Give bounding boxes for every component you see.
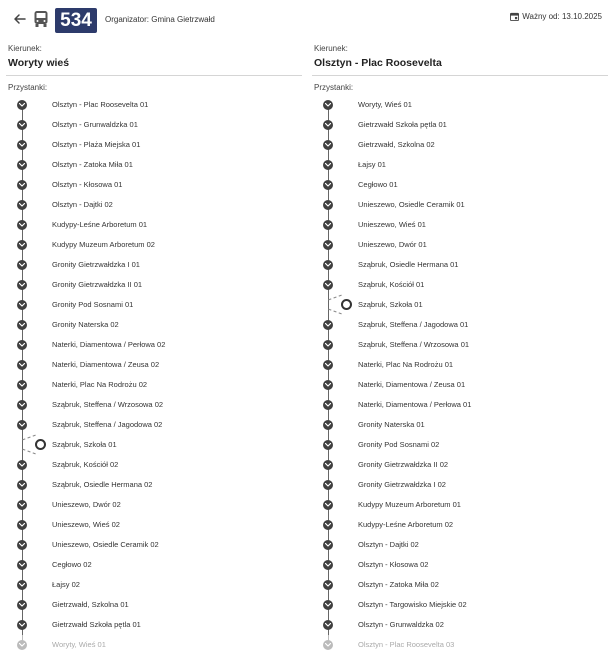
stop-item[interactable] — [312, 215, 608, 235]
stop-name: Naterki, Diamentowa / Zeusa 02 — [52, 360, 160, 369]
chevron-down-icon[interactable] — [17, 320, 27, 330]
stop-item[interactable] — [6, 555, 302, 575]
chevron-down-icon[interactable] — [17, 120, 27, 130]
stop-name: Olsztyn - Kłosowa 01 — [52, 180, 123, 189]
stop-name: Gronity Gietrzwałdzka I 02 — [358, 480, 446, 489]
stop-name: Łajsy 02 — [52, 580, 80, 589]
stop-name: Olsztyn - Plaża Miejska 01 — [52, 140, 141, 149]
chevron-down-icon[interactable] — [17, 420, 27, 430]
stops-label: Przystanki: — [314, 83, 354, 92]
stop-name: Naterki, Plac Na Rodrożu 02 — [52, 380, 148, 389]
divider — [6, 75, 302, 76]
stop-name: Sząbruk, Kościół 01 — [358, 280, 425, 289]
chevron-down-icon[interactable] — [17, 500, 27, 510]
chevron-down-icon[interactable] — [17, 160, 27, 170]
stop-item[interactable] — [312, 155, 608, 175]
chevron-down-icon[interactable] — [323, 100, 333, 110]
chevron-down-icon[interactable] — [323, 160, 333, 170]
stop-item[interactable] — [312, 175, 608, 195]
chevron-down-icon[interactable] — [17, 640, 27, 650]
chevron-down-icon[interactable] — [17, 620, 27, 630]
arrow-left-icon[interactable] — [12, 11, 28, 27]
chevron-down-icon[interactable] — [323, 120, 333, 130]
chevron-down-icon[interactable] — [323, 620, 333, 630]
chevron-down-icon[interactable] — [323, 600, 333, 610]
stop-name: Sząbruk, Osiedle Hermana 02 — [52, 480, 153, 489]
chevron-down-icon[interactable] — [323, 140, 333, 150]
stop-name: Olsztyn - Kłosowa 02 — [358, 560, 429, 569]
detour-dash — [22, 435, 35, 441]
chevron-down-icon[interactable] — [323, 360, 333, 370]
stop-item[interactable] — [6, 215, 302, 235]
stop-item[interactable] — [312, 555, 608, 575]
stop-item[interactable] — [6, 295, 302, 315]
chevron-down-icon[interactable] — [17, 400, 27, 410]
stop-item[interactable] — [312, 195, 608, 215]
chevron-down-icon[interactable] — [17, 560, 27, 570]
chevron-down-icon[interactable] — [17, 540, 27, 550]
stop-name: Sząbruk, Szkoła 01 — [52, 440, 117, 449]
stop-item[interactable] — [6, 515, 302, 535]
detour-dash — [328, 295, 341, 301]
stop-item[interactable] — [6, 135, 302, 155]
stop-item[interactable] — [312, 535, 608, 555]
stop-name: Olsztyn - Zatoka Miła 02 — [358, 580, 439, 589]
chevron-down-icon[interactable] — [323, 200, 333, 210]
chevron-down-icon[interactable] — [17, 140, 27, 150]
current-stop-marker — [341, 299, 352, 310]
stop-item[interactable] — [312, 575, 608, 595]
calendar-icon — [510, 12, 519, 21]
stop-name: Cegłowo 02 — [52, 560, 92, 569]
stop-name: Unieszewo, Dwór 02 — [52, 500, 121, 509]
chevron-down-icon[interactable] — [17, 260, 27, 270]
chevron-down-icon[interactable] — [17, 220, 27, 230]
chevron-down-icon[interactable] — [17, 460, 27, 470]
stop-name: Gietrzwałd Szkoła pętla 01 — [52, 620, 141, 629]
chevron-down-icon[interactable] — [323, 520, 333, 530]
stop-item[interactable] — [6, 495, 302, 515]
stop-name: Sząbruk, Steffena / Wrzosowa 01 — [358, 340, 470, 349]
chevron-down-icon[interactable] — [323, 320, 333, 330]
stop-name: Sząbruk, Steffena / Wrzosowa 02 — [52, 400, 164, 409]
stop-item[interactable] — [312, 455, 608, 475]
stop-name: Kudypy Muzeum Arboretum 02 — [52, 240, 155, 249]
route-number-badge: 534 — [55, 8, 97, 33]
stop-name: Sząbruk, Kościół 02 — [52, 460, 119, 469]
chevron-down-icon[interactable] — [17, 380, 27, 390]
detour-dash — [328, 309, 341, 315]
stop-item[interactable] — [312, 275, 608, 295]
chevron-down-icon[interactable] — [17, 600, 27, 610]
stop-name: Gronity Gietrzwałdzka II 01 — [52, 280, 143, 289]
chevron-down-icon[interactable] — [323, 260, 333, 270]
stop-item[interactable] — [6, 475, 302, 495]
chevron-down-icon[interactable] — [17, 340, 27, 350]
direction-label: Kierunek: — [8, 44, 42, 53]
stop-item[interactable] — [312, 475, 608, 495]
stop-name: Sząbruk, Szkoła 01 — [358, 300, 423, 309]
chevron-down-icon[interactable] — [17, 480, 27, 490]
stop-name: Olsztyn - Targowisko Miejskie 02 — [358, 600, 467, 609]
stop-name: Cegłowo 01 — [358, 180, 398, 189]
chevron-down-icon[interactable] — [323, 640, 333, 650]
stop-item[interactable] — [6, 115, 302, 135]
stop-item[interactable] — [6, 415, 302, 435]
direction-value: Olsztyn - Plac Roosevelta — [314, 57, 442, 69]
chevron-down-icon[interactable] — [323, 240, 333, 250]
valid-from — [510, 12, 602, 21]
divider — [312, 75, 608, 76]
stop-item[interactable] — [312, 515, 608, 535]
stop-name: Olsztyn - Grunwaldzka 01 — [52, 120, 138, 129]
stop-name: Naterki, Diamentowa / Perłowa 02 — [52, 340, 166, 349]
stop-name: Gronity Gietrzwałdzka I 01 — [52, 260, 140, 269]
stop-item[interactable] — [6, 175, 302, 195]
stop-item[interactable] — [6, 575, 302, 595]
stop-item[interactable] — [6, 435, 302, 455]
stop-name: Gronity Naterska 01 — [358, 420, 425, 429]
stop-item[interactable] — [312, 95, 608, 115]
stop-name: Olsztyn - Plac Roosevelta 01 — [52, 100, 149, 109]
chevron-down-icon[interactable] — [323, 440, 333, 450]
stop-item[interactable] — [6, 355, 302, 375]
stop-item[interactable] — [312, 635, 608, 655]
detour-dash — [22, 449, 35, 455]
valid-from-text: Ważny od: 13.10.2025 — [522, 12, 602, 21]
chevron-down-icon[interactable] — [323, 220, 333, 230]
stop-item[interactable] — [312, 415, 608, 435]
timeline-line — [328, 295, 329, 315]
stop-name: Gietrzwałd, Szkolna 01 — [52, 600, 129, 609]
chevron-down-icon[interactable] — [323, 340, 333, 350]
stop-item[interactable] — [6, 255, 302, 275]
stop-item[interactable] — [312, 595, 608, 615]
chevron-down-icon[interactable] — [323, 280, 333, 290]
stop-item[interactable] — [6, 455, 302, 475]
stop-name: Olsztyn - Zatoka Miła 01 — [52, 160, 133, 169]
stop-name: Unieszewo, Wieś 02 — [52, 520, 120, 529]
stop-item[interactable] — [312, 395, 608, 415]
stop-name: Kudypy-Leśne Arboretum 02 — [358, 520, 454, 529]
chevron-down-icon[interactable] — [17, 520, 27, 530]
stop-name: Sząbruk, Steffena / Jagodowa 01 — [358, 320, 469, 329]
chevron-down-icon[interactable] — [17, 240, 27, 250]
stop-item[interactable] — [312, 375, 608, 395]
stop-name: Gronity Gietrzwałdzka II 02 — [358, 460, 449, 469]
stop-item[interactable] — [6, 275, 302, 295]
stop-name: Olsztyn - Plac Roosevelta 03 — [358, 640, 455, 649]
stop-item[interactable] — [312, 315, 608, 335]
stop-item[interactable] — [6, 635, 302, 655]
stop-item[interactable] — [312, 255, 608, 275]
direction-value: Woryty wieś — [8, 57, 70, 69]
stop-item[interactable] — [312, 135, 608, 155]
timeline-line — [22, 435, 23, 455]
stop-name: Gronity Pod Sosnami 02 — [358, 440, 440, 449]
chevron-down-icon[interactable] — [323, 420, 333, 430]
stop-name: Gietrzwałd, Szkolna 02 — [358, 140, 435, 149]
stop-item[interactable] — [312, 615, 608, 635]
stop-item[interactable] — [312, 355, 608, 375]
chevron-down-icon[interactable] — [323, 500, 333, 510]
direction-label: Kierunek: — [314, 44, 348, 53]
stop-item[interactable] — [6, 395, 302, 415]
stop-item[interactable] — [6, 535, 302, 555]
chevron-down-icon[interactable] — [17, 280, 27, 290]
stop-name: Naterki, Diamentowa / Zeusa 01 — [358, 380, 466, 389]
chevron-down-icon[interactable] — [17, 580, 27, 590]
stop-name: Łajsy 01 — [358, 160, 386, 169]
stop-item[interactable] — [6, 95, 302, 115]
stop-name: Unieszewo, Wieś 01 — [358, 220, 426, 229]
stop-name: Unieszewo, Osiedle Ceramik 02 — [52, 540, 159, 549]
chevron-down-icon[interactable] — [17, 300, 27, 310]
stop-name: Woryty, Wieś 01 — [52, 640, 106, 649]
header-bar — [0, 0, 612, 40]
current-stop-marker — [35, 439, 46, 450]
organizer-text: Organizator: Gmina Gietrzwałd — [105, 15, 215, 24]
chevron-down-icon[interactable] — [323, 460, 333, 470]
chevron-down-icon[interactable] — [323, 380, 333, 390]
stop-name: Olsztyn - Dajtki 02 — [358, 540, 419, 549]
chevron-down-icon[interactable] — [323, 180, 333, 190]
stop-item[interactable] — [312, 495, 608, 515]
stop-name: Kudypy-Leśne Arboretum 01 — [52, 220, 148, 229]
chevron-down-icon[interactable] — [17, 100, 27, 110]
stop-item[interactable] — [6, 315, 302, 335]
stop-name: Gietrzwałd Szkoła pętla 01 — [358, 120, 447, 129]
chevron-down-icon[interactable] — [323, 480, 333, 490]
stop-item[interactable] — [6, 615, 302, 635]
chevron-down-icon[interactable] — [17, 180, 27, 190]
chevron-down-icon[interactable] — [323, 540, 333, 550]
stop-item[interactable] — [312, 435, 608, 455]
chevron-down-icon[interactable] — [17, 360, 27, 370]
stop-name: Unieszewo, Osiedle Ceramik 01 — [358, 200, 465, 209]
chevron-down-icon[interactable] — [323, 400, 333, 410]
stop-name: Sząbruk, Osiedle Hermana 01 — [358, 260, 459, 269]
stop-item[interactable] — [6, 195, 302, 215]
stop-name: Naterki, Plac Na Rodrożu 01 — [358, 360, 454, 369]
stop-name: Sząbruk, Steffena / Jagodowa 02 — [52, 420, 163, 429]
stop-item[interactable] — [6, 595, 302, 615]
stop-name: Gronity Pod Sosnami 01 — [52, 300, 134, 309]
stop-name: Gronity Naterska 02 — [52, 320, 119, 329]
stop-item[interactable] — [6, 235, 302, 255]
stop-name: Kudypy Muzeum Arboretum 01 — [358, 500, 461, 509]
stop-item[interactable] — [312, 235, 608, 255]
chevron-down-icon[interactable] — [17, 200, 27, 210]
stop-name: Woryty, Wieś 01 — [358, 100, 412, 109]
stop-item[interactable] — [312, 115, 608, 135]
stop-name: Naterki, Diamentowa / Perłowa 01 — [358, 400, 472, 409]
stop-name: Unieszewo, Dwór 01 — [358, 240, 427, 249]
stop-item[interactable] — [6, 335, 302, 355]
stop-name: Olsztyn - Dajtki 02 — [52, 200, 113, 209]
chevron-down-icon[interactable] — [323, 560, 333, 570]
chevron-down-icon[interactable] — [323, 580, 333, 590]
stop-name: Olsztyn - Grunwaldzka 02 — [358, 620, 444, 629]
stop-item[interactable] — [6, 155, 302, 175]
stop-item[interactable] — [312, 295, 608, 315]
stop-item[interactable] — [6, 375, 302, 395]
stops-label: Przystanki: — [8, 83, 48, 92]
bus-icon — [33, 10, 49, 28]
stop-item[interactable] — [312, 335, 608, 355]
